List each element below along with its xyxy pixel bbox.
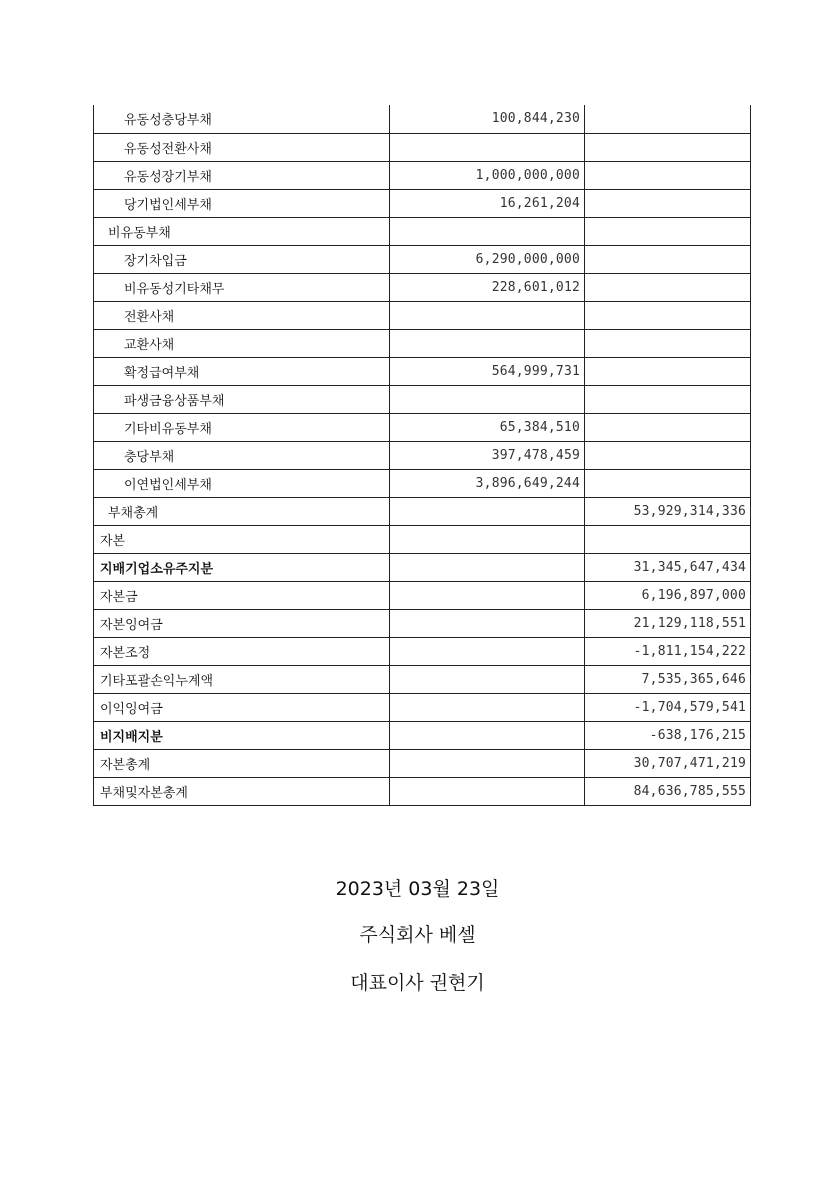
- row-label: 자본금: [94, 581, 390, 609]
- row-value-col2: [585, 273, 751, 301]
- row-label: 비지배지분: [94, 721, 390, 749]
- row-label: 비유동부채: [94, 217, 390, 245]
- row-value-col2: [585, 301, 751, 329]
- row-value-col2: 31,345,647,434: [585, 553, 751, 581]
- company-name: 주식회사 베셀: [359, 924, 476, 946]
- row-value-col2: 6,196,897,000: [585, 581, 751, 609]
- row-value-col1: [390, 693, 585, 721]
- row-value-col2: [585, 189, 751, 217]
- balance-sheet-table: [93, 105, 751, 806]
- row-value-col2: [585, 441, 751, 469]
- row-label: 당기법인세부채: [94, 189, 390, 217]
- row-value-col1: [390, 301, 585, 329]
- row-value-col2: [585, 105, 751, 133]
- table-row: [94, 637, 751, 665]
- row-value-col1: [390, 217, 585, 245]
- table-row: [94, 525, 751, 553]
- row-label: 장기차입금: [94, 245, 390, 273]
- table-row: [94, 105, 751, 133]
- row-value-col2: [585, 357, 751, 385]
- row-value-col2: [585, 217, 751, 245]
- table-row: [94, 581, 751, 609]
- row-label: 이익잉여금: [94, 693, 390, 721]
- table-row: [94, 469, 751, 497]
- row-value-col1: [390, 777, 585, 805]
- row-value-col2: 21,129,118,551: [585, 609, 751, 637]
- report-date: 2023년 03월 23일: [335, 878, 500, 900]
- row-value-col1: [390, 329, 585, 357]
- row-value-col2: 7,535,365,646: [585, 665, 751, 693]
- table-row: [94, 301, 751, 329]
- row-value-col1: 3,896,649,244: [390, 469, 585, 497]
- row-value-col1: 564,999,731: [390, 357, 585, 385]
- row-label: 부채총계: [94, 497, 390, 525]
- table-row: [94, 777, 751, 805]
- table-row: [94, 133, 751, 161]
- row-value-col1: [390, 497, 585, 525]
- row-value-col1: 1,000,000,000: [390, 161, 585, 189]
- row-value-col1: 228,601,012: [390, 273, 585, 301]
- row-label: 자본잉여금: [94, 609, 390, 637]
- table-row: [94, 553, 751, 581]
- row-value-col1: 6,290,000,000: [390, 245, 585, 273]
- row-value-col2: -1,811,154,222: [585, 637, 751, 665]
- row-value-col1: [390, 637, 585, 665]
- row-label: 부채및자본총계: [94, 777, 390, 805]
- row-value-col1: 16,261,204: [390, 189, 585, 217]
- row-value-col1: 100,844,230: [390, 105, 585, 133]
- table-row: [94, 161, 751, 189]
- row-label: 교환사채: [94, 329, 390, 357]
- row-value-col1: [390, 553, 585, 581]
- row-label: 전환사채: [94, 301, 390, 329]
- table-row: [94, 497, 751, 525]
- row-value-col2: -638,176,215: [585, 721, 751, 749]
- row-label: 지배기업소유주지분: [94, 553, 390, 581]
- row-label: 자본: [94, 525, 390, 553]
- row-value-col2: [585, 329, 751, 357]
- row-value-col1: [390, 609, 585, 637]
- row-label: 자본총계: [94, 749, 390, 777]
- row-value-col2: 53,929,314,336: [585, 497, 751, 525]
- row-value-col2: [585, 385, 751, 413]
- table-row: [94, 413, 751, 441]
- row-label: 유동성전환사채: [94, 133, 390, 161]
- row-label: 비유동성기타채무: [94, 273, 390, 301]
- row-value-col2: 84,636,785,555: [585, 777, 751, 805]
- table-row: [94, 273, 751, 301]
- row-value-col1: 397,478,459: [390, 441, 585, 469]
- row-label: 파생금융상품부채: [94, 385, 390, 413]
- table-row: [94, 609, 751, 637]
- row-value-col2: -1,704,579,541: [585, 693, 751, 721]
- row-value-col1: [390, 665, 585, 693]
- table-row: [94, 245, 751, 273]
- table-row: [94, 721, 751, 749]
- row-label: 유동성충당부채: [94, 105, 390, 133]
- row-label: 유동성장기부채: [94, 161, 390, 189]
- table-row: [94, 665, 751, 693]
- table-row: [94, 189, 751, 217]
- row-value-col2: [585, 245, 751, 273]
- row-value-col2: [585, 413, 751, 441]
- table-row: [94, 217, 751, 245]
- row-value-col1: [390, 749, 585, 777]
- row-value-col1: [390, 581, 585, 609]
- row-label: 기타비유동부채: [94, 413, 390, 441]
- row-value-col2: [585, 525, 751, 553]
- table-row: [94, 441, 751, 469]
- row-label: 이연법인세부채: [94, 469, 390, 497]
- row-value-col1: [390, 525, 585, 553]
- row-label: 기타포괄손익누계액: [94, 665, 390, 693]
- row-label: 확정급여부채: [94, 357, 390, 385]
- table-row: [94, 357, 751, 385]
- row-label: 자본조정: [94, 637, 390, 665]
- ceo-name: 대표이사 권현기: [350, 972, 485, 994]
- row-value-col2: [585, 161, 751, 189]
- table-row: [94, 693, 751, 721]
- row-value-col1: 65,384,510: [390, 413, 585, 441]
- row-value-col1: [390, 385, 585, 413]
- financial-statement-table-container: [93, 105, 750, 806]
- row-label: 충당부채: [94, 441, 390, 469]
- row-value-col2: 30,707,471,219: [585, 749, 751, 777]
- table-row: [94, 385, 751, 413]
- row-value-col2: [585, 133, 751, 161]
- table-row: [94, 749, 751, 777]
- table-row: [94, 329, 751, 357]
- row-value-col1: [390, 133, 585, 161]
- row-value-col1: [390, 721, 585, 749]
- row-value-col2: [585, 469, 751, 497]
